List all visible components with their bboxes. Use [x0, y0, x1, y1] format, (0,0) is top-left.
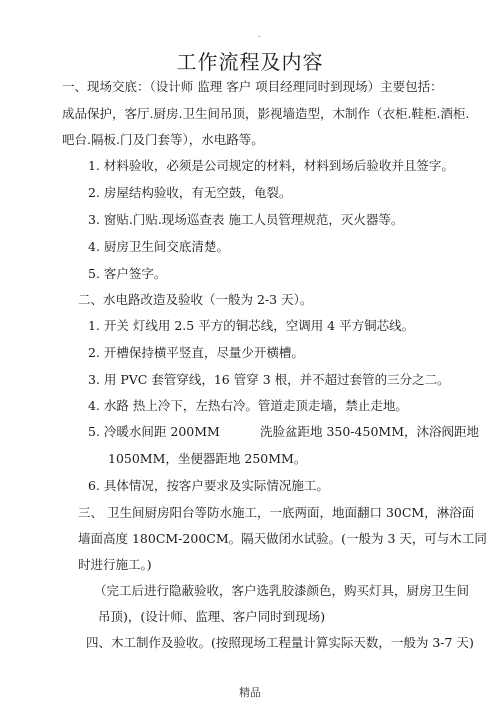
page-footer: 精品 [239, 686, 261, 699]
list-item: 5. 冷暖水间距 200MM [88, 424, 220, 439]
list-item: 4. 水路 热上冷下，左热右冷。管道走顶走墙，禁止走地。 [88, 398, 408, 413]
list-item: 5. 客户签字。 [88, 266, 167, 281]
list-item: 3. 用 PVC 套管穿线，16 管穿 3 根，并不超过套管的三分之二。 [88, 372, 450, 387]
list-item-continuation: 1050MM，坐便器距地 250MM。 [108, 451, 307, 466]
section-3-text-line: 墙面高度 180CM-200CM。隔天做闭水试验。(一般为 3 天，可与木工同 [78, 531, 487, 546]
section-3-note-line: （完工后进行隐蔽验收，客户选乳胶漆颜色，购买灯具，厨房卫生间 [94, 583, 470, 598]
list-item: 1. 材料验收，必须是公司规定的材料，材料到场后验收并且签字。 [88, 158, 454, 173]
section-3-note-line: 吊顶)，(设计师、监理、客户同时到现场) [98, 609, 326, 624]
top-dot: . [258, 30, 261, 39]
section-4-heading: 四、木工制作及验收。(按照现场工程量计算实际天数，一般为 3-7 天) [86, 635, 474, 650]
section-1-heading: 一、现场交底：（设计师 监理 客户 项目经理同时到现场）主要包括： [62, 79, 443, 94]
list-item: 6. 具体情况，按客户要求及实际情况施工。 [88, 478, 329, 493]
list-item: 3. 窗贴.门贴.现场巡查表 施工人员管理规范，灭火器等。 [88, 212, 404, 227]
section-3-heading: 三、 卫生间厨房阳台等防水施工，一底两面，地面翻口 30CM，淋浴面 [78, 505, 475, 520]
list-item: 2. 房屋结构验收，有无空鼓，龟裂。 [88, 185, 292, 200]
section-2-heading: 二、水电路改造及验收（一般为 2-3 天）。 [78, 292, 313, 307]
page-title: 工作流程及内容 [176, 50, 324, 74]
section-1-text-line: 成品保护，客厅.厨房.卫生间吊顶，影视墙造型，木制作（衣柜.鞋柜.酒柜. [62, 106, 470, 121]
list-item-continuation: 洗脸盆距地 350-450MM，沐浴阀距地 [260, 424, 480, 439]
list-item: 2. 开槽保持横平竖直，尽量少开横槽。 [88, 345, 304, 360]
list-item: 4. 厨房卫生间交底清楚。 [88, 239, 229, 254]
section-1-text-line: 吧台.隔板.门及门套等），水电路等。 [62, 132, 264, 147]
list-item: 1. 开关 灯线用 2.5 平方的铜芯线，空调用 4 平方铜芯线。 [88, 318, 415, 333]
section-3-text-line: 时进行施工。) [78, 557, 152, 572]
